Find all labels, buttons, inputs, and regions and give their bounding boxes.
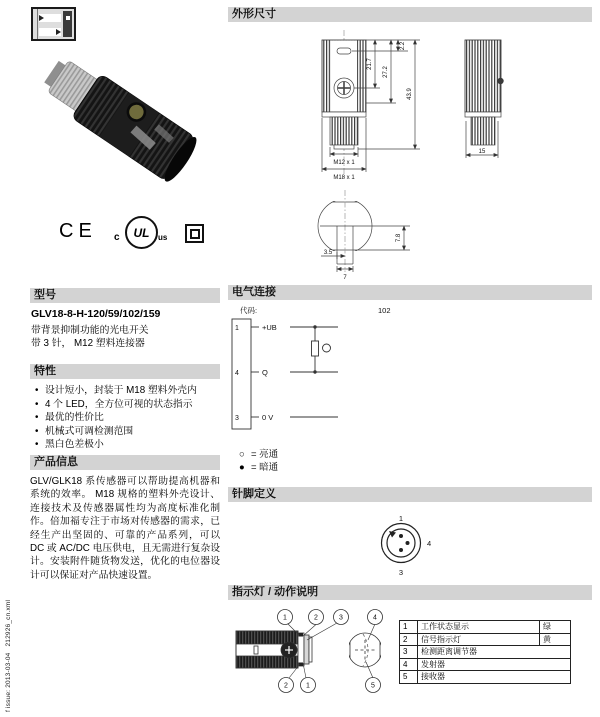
pin-label-0v: 0 V [262, 413, 274, 422]
protection-class-icon [185, 224, 204, 243]
feature-item: • 设计短小，封装于 M18 塑料外壳内 [33, 384, 219, 398]
ul-logo-icon: UL [125, 216, 158, 249]
table-row [400, 621, 571, 634]
pictogram-arrow-1 [39, 15, 44, 21]
section-header-pinout: 针脚定义 [228, 487, 592, 502]
ul-prefix: c [114, 232, 120, 243]
pictogram-notch [66, 16, 70, 20]
callout-3-top: 3 [339, 614, 343, 622]
row-num: 4 [400, 658, 418, 671]
legend-light-on: ○ = 亮通 [239, 449, 279, 460]
callout-1-top: 1 [283, 614, 287, 622]
row-num: 2 [400, 633, 418, 646]
table-row [400, 633, 571, 646]
code-value: 102 [378, 306, 391, 315]
dim-thread-length: 27.2 [383, 66, 389, 78]
product-info-text: GLV/GLK18 系传感器可以帮助提高机器和系统的效率。 M18 规格的塑料外壳设计、连接技术及传感器属性均为高度标准化制作。倍加福专注于市场对传感器的需求，已经生产出坚固的、可靠的产品系列，可以 DC 或 AC/DC 电压供电，且无需进行复杂设计。安装附件随货物发送，优化的电位器设计可以保证对产品快速设置。 [30, 476, 220, 581]
callout-4: 4 [373, 614, 377, 622]
dim-pot-center: 21.7 [367, 58, 373, 70]
pin-number-1: 1 [235, 325, 239, 332]
product-photo [35, 48, 215, 200]
pinout-pin-3: 3 [398, 568, 404, 577]
row-desc: 发射器 [418, 658, 571, 671]
pin-label-ub: +UB [262, 323, 277, 332]
section-header-features: 特性 [30, 364, 220, 379]
protection-class-inner [190, 229, 200, 239]
row-desc: 工作状态显示 [418, 621, 540, 634]
table-row [400, 671, 571, 684]
pinout-diagram [228, 505, 592, 583]
output-legend [239, 448, 278, 474]
section-header-electrical: 电气连接 [228, 285, 592, 300]
pin-number-4: 4 [235, 370, 239, 377]
sensor-pictogram-icon [31, 7, 76, 41]
dim-slot-offset: 2.2 [400, 41, 406, 51]
ul-mark [110, 216, 170, 250]
row-desc: 信号指示灯 [418, 633, 540, 646]
row-desc: 接收器 [418, 671, 571, 684]
model-number: GLV18-8-H-120/59/102/159 [31, 308, 161, 320]
feature-item: • 4 个 LED，全方位可视的状态指示 [33, 398, 219, 412]
callout-1-bottom: 1 [306, 682, 310, 690]
section-header-dimensions: 外形尺寸 [228, 7, 592, 22]
dim-total-length: 43.9 [407, 88, 413, 100]
callout-5: 5 [371, 682, 375, 690]
row-color: 黄 [540, 633, 571, 646]
dim-connector-thread: M12 x 1 [333, 160, 355, 166]
filled-circle-icon: ● [239, 462, 245, 473]
dim-connector-width: 7 [343, 275, 347, 281]
indicator-table [399, 620, 571, 684]
section-header-model: 型号 [30, 288, 220, 303]
open-circle-icon: ○ [239, 449, 245, 460]
pinout-pin-4: 4 [427, 539, 432, 548]
pin-label-q: Q [262, 368, 268, 377]
dim-flat-half: 3.5 [323, 250, 333, 256]
feature-item: • 最优的性价比 [33, 411, 219, 425]
feature-item: • 机械式可调检测范围 [33, 425, 219, 439]
pinout-pin-1: 1 [398, 514, 404, 523]
indicator-drawing [233, 604, 403, 708]
section-header-product-info: 产品信息 [30, 455, 220, 470]
row-color: 绿 [540, 621, 571, 634]
callout-2-bottom: 2 [284, 682, 288, 690]
feature-item: • 黑白色差极小 [33, 438, 219, 452]
callout-2-top: 2 [314, 614, 318, 622]
pin-number-3: 3 [235, 415, 239, 422]
features-list [33, 384, 219, 452]
dim-flat-offset: 7.8 [396, 233, 402, 243]
code-label: 代码: [240, 306, 258, 315]
row-desc: 检测距离调节器 [418, 646, 571, 659]
row-num: 1 [400, 621, 418, 634]
dim-housing-thread: M18 x 1 [333, 175, 355, 181]
section-header-indicator: 指示灯 / 动作说明 [228, 585, 592, 600]
table-row [400, 658, 571, 671]
legend-dark-on: ● = 暗通 [239, 462, 279, 473]
model-description-2: 带 3 针， M12 塑料连接器 [31, 338, 145, 349]
dimension-drawing [228, 26, 592, 282]
dim-side-width: 15 [478, 149, 486, 155]
model-description-1: 带背景抑制功能的光电开关 [31, 325, 149, 336]
row-num: 5 [400, 671, 418, 684]
ce-mark: CE [59, 220, 97, 242]
pictogram-arrow-2 [56, 29, 61, 35]
table-row [400, 646, 571, 659]
pictogram-target-bar [63, 11, 72, 37]
row-num: 3 [400, 646, 418, 659]
pictogram-line [37, 9, 38, 39]
issue-date-note: f issue: 2013-03-04 212926_cn.xml [5, 599, 12, 712]
wiring-diagram [228, 303, 592, 445]
ul-suffix: us [158, 233, 168, 242]
